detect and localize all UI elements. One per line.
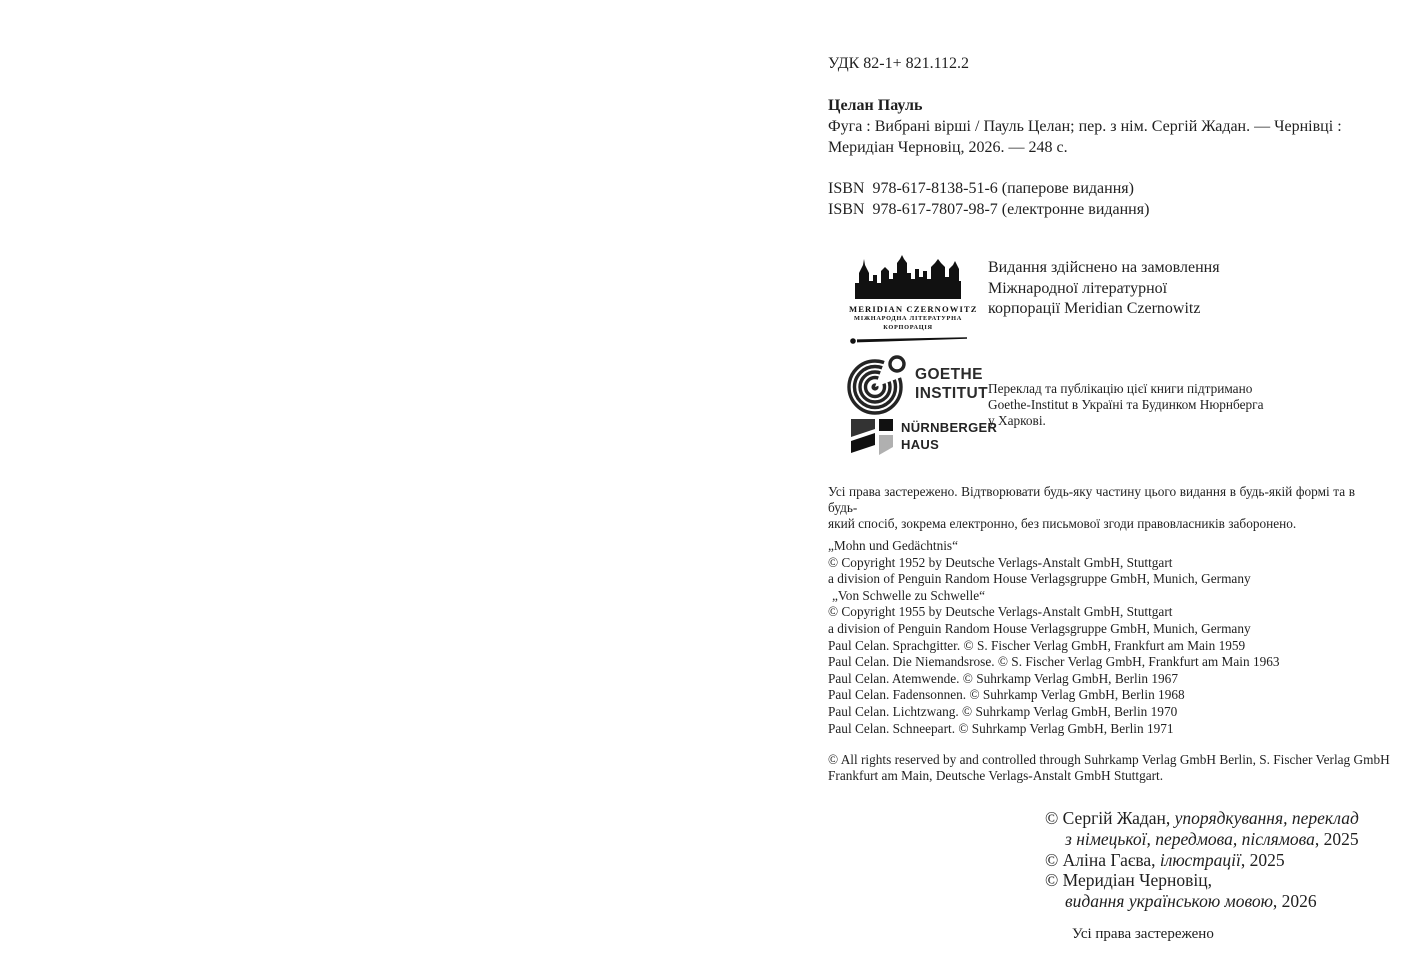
meridian-note-line: Видання здійснено на замовлення xyxy=(988,259,1220,276)
rights-notice xyxy=(828,484,1355,532)
city-skyline-icon xyxy=(854,253,962,299)
credit-text: © Сергій Жадан, xyxy=(1045,808,1175,828)
meridian-pen-line-icon xyxy=(849,336,967,345)
source-copyright-line: a division of Penguin Random House Verlagsgruppe GmbH, Munich, Germany xyxy=(828,620,1251,636)
nurnberger-wordmark xyxy=(901,419,997,453)
credit-role: з німецької, передмова, післямова xyxy=(1065,828,1315,849)
source-copyright-line: Paul Celan. Atemwende. © Suhrkamp Verlag GmbH, Berlin 1967 xyxy=(828,670,1178,686)
all-rights-line: Frankfurt am Main, Deutsche Verlags-Anstalt GmbH Stuttgart. xyxy=(828,768,1164,783)
cataloging-line: Меридіан Черновіц, 2026. — 248 с. xyxy=(828,139,1068,156)
goethe-wordmark-line: INSTITUT xyxy=(915,384,988,402)
goethe-note-line: у Харкові. xyxy=(988,413,1046,428)
meridian-note-line: корпорації Meridian Czernowitz xyxy=(988,300,1201,317)
credit-line xyxy=(1045,850,1359,871)
all-rights-line: © All rights reserved by and controlled through Suhrkamp Verlag GmbH Berlin, S. Fischer Verlag GmbH xyxy=(828,752,1390,767)
source-copyright-line: Paul Celan. Sprachgitter. © S. Fischer Verlag GmbH, Frankfurt am Main 1959 xyxy=(828,637,1246,653)
isbn-print: ISBN 978-617-8138-51-6 (паперове видання) xyxy=(828,180,1134,197)
credit-year: , 2025 xyxy=(1240,849,1285,870)
rights-footer: Усі права застережено xyxy=(1072,926,1214,942)
goethe-note-line: Переклад та публікацію цієї книги підтримано xyxy=(988,381,1253,396)
cataloging-line: Фуга : Вибрані вірші / Пауль Целан; пер. з нім. Сергій Жадан. — Чернівці : xyxy=(828,118,1342,135)
credit-year: , 2026 xyxy=(1272,891,1317,912)
goethe-wordmark-line: GOETHE xyxy=(915,366,983,383)
credit-line xyxy=(1045,829,1359,850)
rights-notice-line: який спосіб, зокрема електронно, без письмової згоди правовласників заборонено. xyxy=(828,516,1297,531)
meridian-note xyxy=(988,258,1220,320)
source-copyright-line: a division of Penguin Random House Verlagsgruppe GmbH, Munich, Germany xyxy=(828,571,1251,587)
source-copyright-line: Paul Celan. Fadensonnen. © Suhrkamp Verlag GmbH, Berlin 1968 xyxy=(828,687,1185,703)
credit-role: ілюстрації xyxy=(1159,849,1241,870)
source-copyright-line: „Von Schwelle zu Schwelle“ xyxy=(832,587,985,603)
credit-role: упорядкування, переклад xyxy=(1174,808,1359,828)
source-copyright-line: © Copyright 1955 by Deutsche Verlags-Anstalt GmbH, Stuttgart xyxy=(828,604,1173,620)
source-copyright-line: Paul Celan. Schneepart. © Suhrkamp Verlag GmbH, Berlin 1971 xyxy=(828,720,1174,736)
credits-block xyxy=(1045,808,1359,912)
nurnberger-wordmark-line: HAUS xyxy=(901,436,940,452)
goethe-circles-icon xyxy=(846,352,910,416)
source-copyright-line: Paul Celan. Lichtzwang. © Suhrkamp Verlag GmbH, Berlin 1970 xyxy=(828,703,1178,719)
source-copyright-line: „Mohn und Gedächtnis“ xyxy=(828,538,958,553)
isbn-block xyxy=(828,178,1149,220)
credit-line xyxy=(1045,808,1359,829)
source-copyrights-block xyxy=(828,538,1280,737)
udc-number: УДК 82-1+ 821.112.2 xyxy=(828,55,970,72)
credit-role: видання українською мовою xyxy=(1065,891,1273,912)
meridian-czernowitz-logo xyxy=(849,253,978,350)
meridian-logo-subtitle: КОРПОРАЦІЯ xyxy=(883,323,933,331)
author-heading: Целан Пауль xyxy=(828,97,923,114)
all-rights-block xyxy=(828,752,1390,784)
rights-notice-line: Усі права застережено. Відтворювати будь-яку частину цього видання в будь-якій формі та в будь- xyxy=(828,484,1355,515)
nurnberger-wordmark-line: NÜRNBERGER xyxy=(901,420,998,435)
goethe-wordmark xyxy=(915,366,988,403)
credit-text: © Меридіан Черновіц, xyxy=(1045,870,1213,891)
isbn-ebook: ISBN 978-617-7807-98-7 (електронне видання) xyxy=(828,201,1150,218)
credit-line xyxy=(1045,870,1359,891)
nurnberger-haus-logo xyxy=(851,419,997,457)
cataloging-block xyxy=(828,95,1342,158)
goethe-note xyxy=(988,381,1264,429)
credit-year: , 2025 xyxy=(1314,828,1359,849)
meridian-logo-title: MERIDIAN CZERNOWITZ xyxy=(849,304,978,314)
goethe-note-line: Goethe-Institut в Україні та Будинком Нюрнберга xyxy=(988,397,1264,412)
meridian-logo-subtitle: МІЖНАРОДНА ЛІТЕРАТУРНА xyxy=(854,315,962,322)
source-copyright-line: © Copyright 1952 by Deutsche Verlags-Anstalt GmbH, Stuttgart xyxy=(828,554,1173,570)
goethe-institut-logo xyxy=(846,352,910,421)
credit-line xyxy=(1045,891,1359,912)
nurnberger-emblem-icon xyxy=(851,419,893,457)
credit-text: © Аліна Гаєва, xyxy=(1045,849,1160,870)
meridian-note-line: Міжнародної літературної xyxy=(988,279,1168,297)
source-copyright-line: Paul Celan. Die Niemandsrose. © S. Fischer Verlag GmbH, Frankfurt am Main 1963 xyxy=(828,654,1280,670)
